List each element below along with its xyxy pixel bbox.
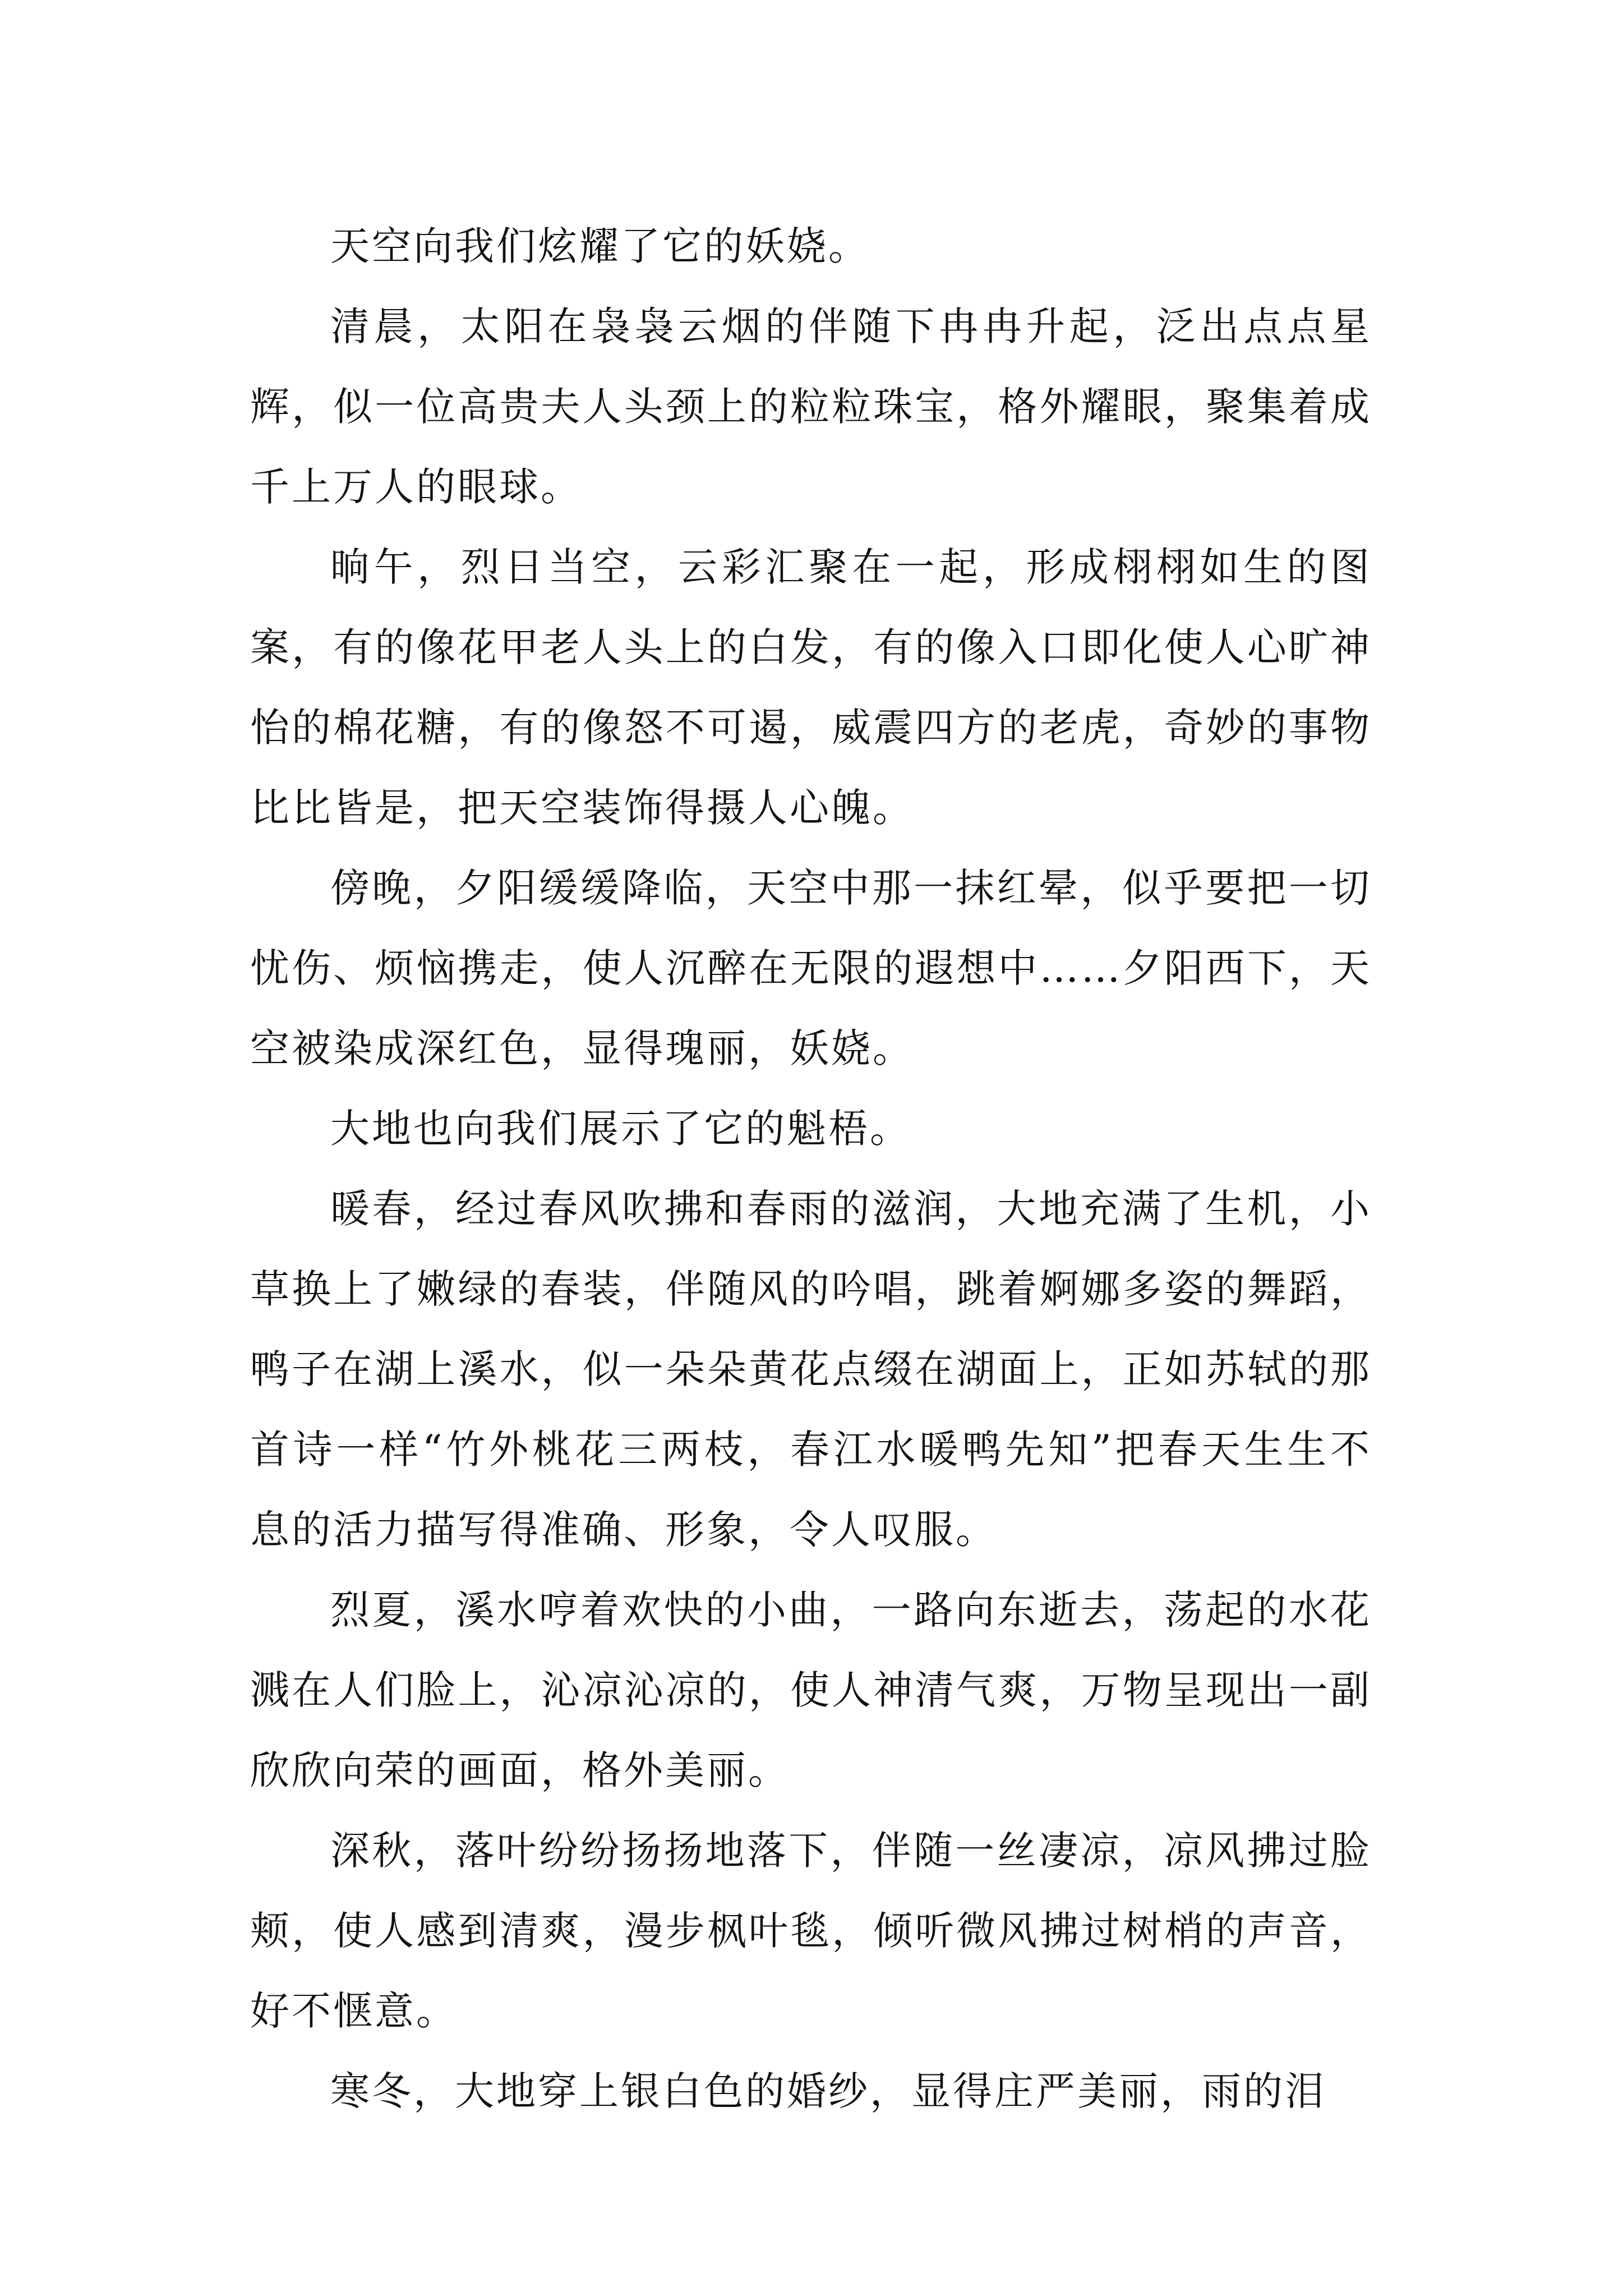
paragraph: 寒冬，大地穿上银白色的婚纱，显得庄严美丽，雨的泪 bbox=[330, 2068, 1326, 2114]
paragraph: 晌午，烈日当空，云彩汇聚在一起，形成栩栩如生的图案，有的像花甲老人头上的白发，有的像入口即化使人心旷神怡的棉花糖，有的像怒不可遏，威震四方的老虎，奇妙的事物比比皆是，把天空装饰得摄人心魄。 bbox=[250, 544, 1372, 831]
paragraph: 大地也向我们展示了它的魁梧。 bbox=[330, 1106, 911, 1152]
paragraph: 深秋，落叶纷纷扬扬地落下，伴随一丝凄凉，凉风拂过脸颊，使人感到清爽，漫步枫叶毯，倾听微风拂过树梢的声音，好不惬意。 bbox=[250, 1828, 1372, 2034]
paragraph: 暖春，经过春风吹拂和春雨的滋润，大地充满了生机，小草换上了嫩绿的春装，伴随风的吟唱，跳着婀娜多姿的舞蹈，鸭子在湖上溪水，似一朵朵黄花点缀在湖面上，正如苏轼的那首诗一样“竹外桃花三两枝，春江水暖鸭先知”把春天生生不息的活力描写得准确、形象，令人叹服。 bbox=[250, 1186, 1372, 1553]
paragraph: 清晨，太阳在袅袅云烟的伴随下冉冉升起，泛出点点星辉，似一位高贵夫人头颈上的粒粒珠宝，格外耀眼，聚集着成千上万人的眼球。 bbox=[250, 303, 1372, 510]
paragraph: 烈夏，溪水哼着欢快的小曲，一路向东逝去，荡起的水花溅在人们脸上，沁凉沁凉的，使人神清气爽，万物呈现出一副欣欣向荣的画面，格外美丽。 bbox=[250, 1587, 1372, 1793]
essay-body bbox=[250, 206, 1372, 2132]
paragraph: 傍晚，夕阳缓缓降临，天空中那一抹红晕，似乎要把一切忧伤、烦恼携走，使人沉醉在无限的遐想中……夕阳西下，天空被染成深红色，显得瑰丽，妖娆。 bbox=[250, 865, 1372, 1071]
paragraph: 天空向我们炫耀了它的妖娆。 bbox=[330, 223, 870, 269]
